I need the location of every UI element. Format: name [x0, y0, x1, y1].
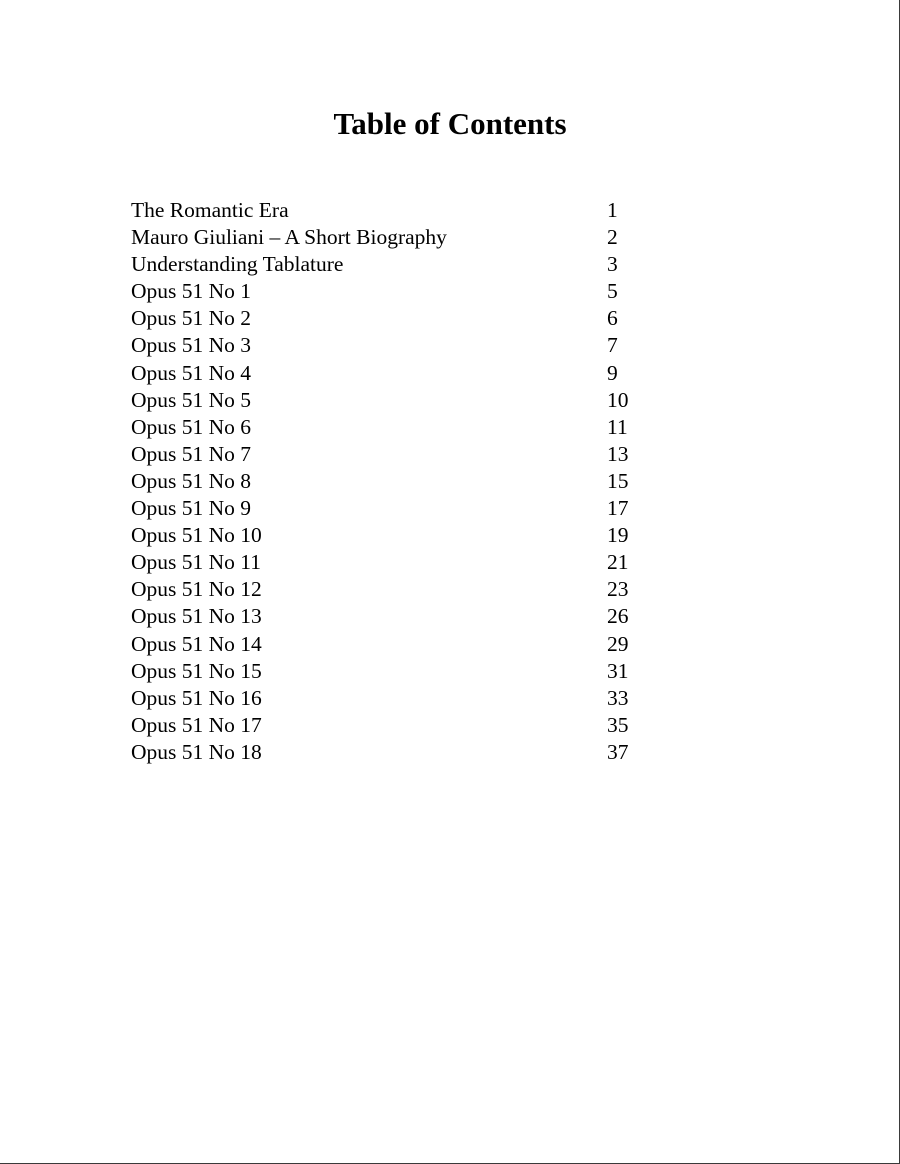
toc-entry-title: Opus 51 No 16	[131, 685, 262, 710]
toc-entry-page: 17	[607, 496, 629, 521]
toc-entry	[131, 441, 651, 468]
toc-entry-page: 33	[607, 685, 629, 710]
toc-entry-page: 2	[607, 225, 618, 250]
toc-entry	[131, 712, 651, 739]
toc-entry-title: Opus 51 No 17	[131, 712, 262, 737]
toc-entry-page: 9	[607, 360, 618, 385]
toc-entry-page: 11	[607, 414, 628, 439]
toc-entry-title: Mauro Giuliani – A Short Biography	[131, 225, 447, 250]
toc-entry-title: Understanding Tablature	[131, 252, 344, 277]
toc-entry-page: 31	[607, 658, 629, 683]
toc-entry-title: Opus 51 No 13	[131, 604, 262, 629]
toc-entry	[131, 387, 651, 414]
toc-entry-page: 13	[607, 441, 629, 466]
toc-entry-page: 6	[607, 306, 618, 331]
toc-entry	[131, 495, 651, 522]
toc-entry	[131, 522, 651, 549]
toc-list	[131, 197, 651, 766]
toc-entry-title: Opus 51 No 8	[131, 468, 252, 493]
toc-entry	[131, 631, 651, 658]
toc-entry-title: Opus 51 No 2	[131, 306, 252, 331]
toc-entry	[131, 197, 651, 224]
toc-entry-page: 37	[607, 739, 629, 764]
toc-entry-page: 15	[607, 468, 629, 493]
toc-entry-page: 7	[607, 333, 618, 358]
toc-entry-title: Opus 51 No 11	[131, 550, 261, 575]
toc-entry	[131, 549, 651, 576]
toc-entry-title: Opus 51 No 3	[131, 333, 252, 358]
toc-entry-title: Opus 51 No 6	[131, 414, 252, 439]
toc-entry-page: 3	[607, 252, 618, 277]
toc-entry-title: Opus 51 No 9	[131, 496, 252, 521]
toc-entry-title: Opus 51 No 15	[131, 658, 262, 683]
toc-entry-title: Opus 51 No 18	[131, 739, 262, 764]
page-title: Table of Contents	[333, 106, 567, 141]
toc-entry	[131, 685, 651, 712]
toc-entry-page: 1	[607, 198, 618, 222]
toc-entry-page: 26	[607, 604, 629, 629]
toc-entry-page: 10	[607, 387, 629, 412]
toc-entry	[131, 739, 651, 766]
toc-entry-title: Opus 51 No 14	[131, 631, 262, 656]
toc-entry-title: Opus 51 No 10	[131, 523, 262, 548]
toc-entry-title: The Romantic Era	[131, 198, 289, 222]
toc-entry-page: 29	[607, 631, 629, 656]
toc-entry	[131, 360, 651, 387]
toc-entry-page: 23	[607, 577, 629, 602]
toc-entry-title: Opus 51 No 5	[131, 387, 252, 412]
toc-entry	[131, 332, 651, 359]
toc-entry-page: 5	[607, 279, 618, 304]
toc-entry	[131, 251, 651, 278]
toc-entry-title: Opus 51 No 12	[131, 577, 262, 602]
toc-entry	[131, 414, 651, 441]
toc-entry	[131, 603, 651, 630]
toc-entry	[131, 468, 651, 495]
toc-entry-page: 21	[607, 550, 629, 575]
toc-entry-title: Opus 51 No 1	[131, 279, 252, 304]
toc-entry	[131, 305, 651, 332]
toc-entry-title: Opus 51 No 7	[131, 441, 252, 466]
toc-entry-page: 35	[607, 712, 629, 737]
toc-entry	[131, 224, 651, 251]
toc-entry-page: 19	[607, 523, 629, 548]
toc-entry	[131, 278, 651, 305]
toc-entry	[131, 658, 651, 685]
toc-entry	[131, 576, 651, 603]
toc-entry-title: Opus 51 No 4	[131, 360, 252, 385]
